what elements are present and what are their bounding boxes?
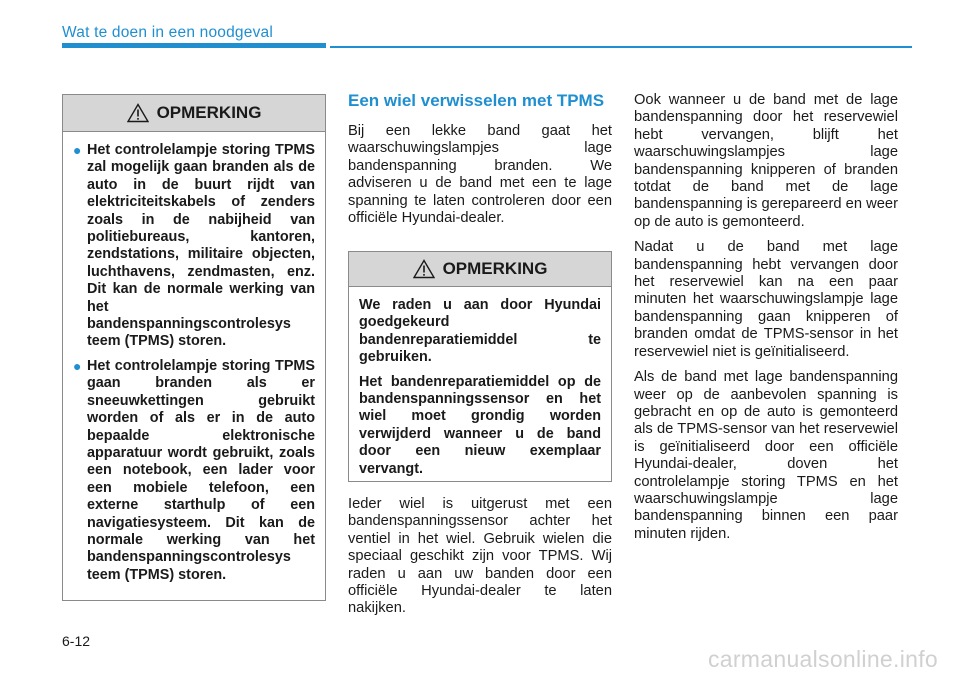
note-bullet-item: [73, 142, 315, 351]
warning-triangle-icon: [413, 259, 435, 279]
note-box-header: [349, 252, 611, 287]
right-paragraph-2: Nadat u de band met lage bandenspanning hebt vervangen door het reservewiel kan na een paar minuten het waarschuwingslampje lage bandenspanning gaan knipperen of branden omdat de TPMS-sensor in het reservewiel niet is geïnitialiseerd.: [634, 239, 898, 360]
note-paragraph-2: Het bandenreparatiemiddel op de bandenspanningssensor en het wiel moet grondig worden verwijderd wanneer u de band door een nieuw exemplaar vervangt.: [359, 373, 601, 477]
right-paragraph-3: Als de band met lage bandenspanning weer op de aanbevolen spanning is gebracht en op de auto is gemonteerd als de TPMS-sensor van het reservewiel is geïnitialiseerd door een officiële Hyundai-dealer, doven het controlelampje storing TPMS en het waarschuwingslampje lage bandenspanning binnen een paar minuten rijden.: [634, 369, 898, 542]
note-paragraph-1: We raden u aan door Hyundai goedgekeurd bandenreparatiemiddel te gebruiken.: [359, 297, 601, 366]
header-rule-thin: [330, 46, 912, 48]
bullet-dot-icon: ●: [73, 357, 82, 374]
right-paragraph-1: Ook wanneer u de band met de lage bandenspanning door het reservewiel hebt vervangen, blijft het waarschuwingslampjes lage bandenspanning knipperen of branden totdat de band met de lage bandenspanning is gerepareerd en weer op de auto is gemonteerd.: [634, 92, 898, 230]
section-paragraph-1: Bij een lekke band gaat het waarschuwingslampjes lage bandenspanning branden. We adviseren u de band met een te lage spanning te laten controleren door een officiële Hyundai-dealer.: [348, 123, 612, 227]
watermark-logo: carmanualsonline.info: [707, 646, 938, 672]
right-column: [634, 92, 898, 551]
note-box-repair-kit: [348, 251, 612, 482]
note-box-heading: OPMERKING: [156, 103, 262, 122]
page-number: 6-12: [62, 633, 91, 649]
note-box-heading: OPMERKING: [442, 259, 548, 278]
warning-triangle-icon: [127, 103, 149, 123]
section-paragraph-2: Ieder wiel is uitgerust met een bandenspanningssensor achter het ventiel in het wiel. Gebruik wielen die speciaal geschikt zijn voor TPMS. Wij raden u aan uw banden door een officiële Hyundai-dealer te laten nakijken.: [348, 496, 612, 617]
note-bullet-text: Het controlelampje storing TPMS gaan branden als er sneeuwkettingen gebruikt worden of als er in de auto bepaalde elektronische apparatuur wordt gebruikt, zoals een notebook, een lader voor een mobiele telefoon, een externe starthulp of een navigatiesysteem. Dit kan de normale werking van het bandenspanningscontrolesys teem (TPMS) storen.: [87, 357, 315, 583]
section-title: Een wiel verwisselen met TPMS: [348, 91, 605, 110]
header-rule-thick: [62, 43, 326, 48]
note-box-header: [63, 95, 325, 132]
bullet-dot-icon: ●: [73, 142, 82, 158]
section-header-title: Wat te doen in een noodgeval: [62, 24, 273, 41]
note-bullet-item: [73, 358, 315, 584]
middle-column: [348, 92, 612, 227]
note-box-tpms-interference: [62, 94, 326, 601]
note-bullet-text: Het controlelampje storing TPMS zal mogelijk gaan branden als de auto in de buurt rijdt van elektriciteitskabels of zenders zoals in de nabijheid van politiebureaus, kantoren, zendstations, militaire objecten, luchthavens, zendmasten, enz. Dit kan de normale werking van het bandenspanningscontrolesys teem (TPMS) storen.: [87, 142, 315, 350]
